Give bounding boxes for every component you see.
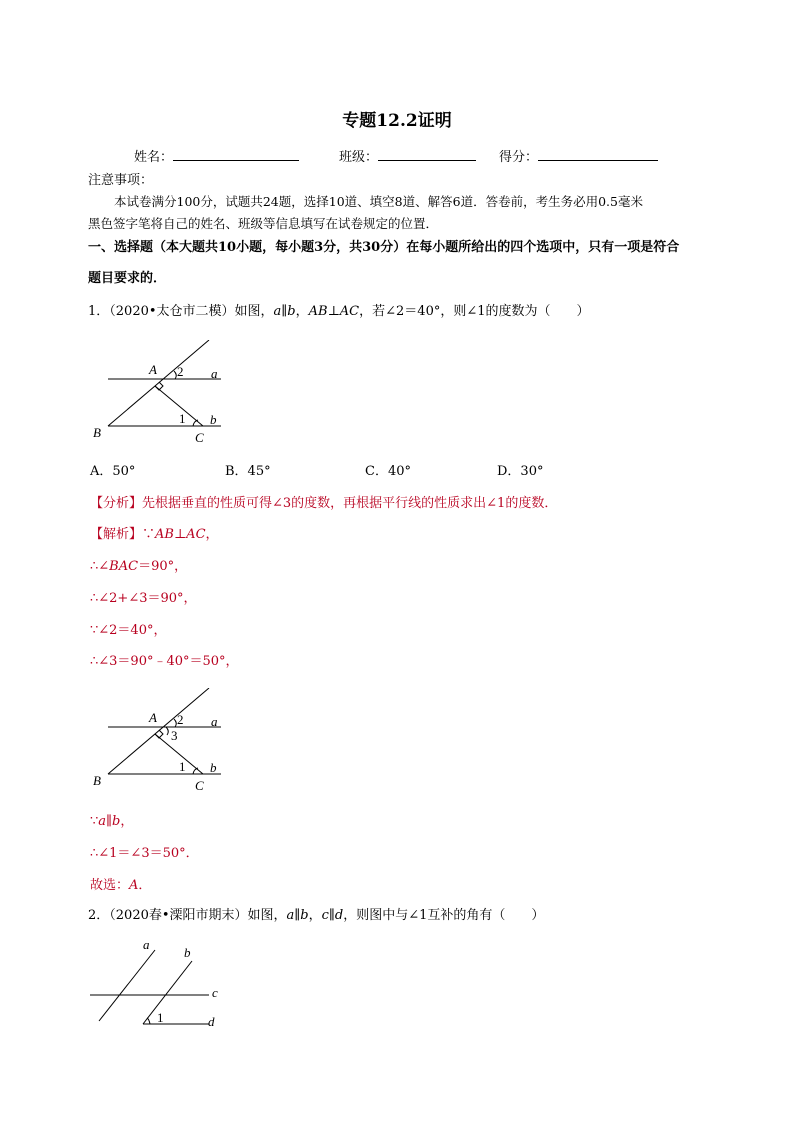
q1-fig2-label-A: A <box>149 710 157 725</box>
q1-fig1-label-1: 1 <box>179 411 186 426</box>
q1-fig1-label-a: a <box>211 366 218 381</box>
score-field[interactable] <box>499 146 658 165</box>
q1-analysis: 【分析】先根据垂直的性质可得∠3的度数，再根据平行线的性质求出∠1的度数． <box>90 496 558 511</box>
q1-fig2-label-B: B <box>93 773 101 788</box>
q1-fig2-label-2: 2 <box>177 712 184 727</box>
notice-line2: 黑色签字笔将自己的姓名、班级等信息填写在试卷规定的位置． <box>88 216 439 231</box>
q1-fig2-label-b: b <box>210 760 217 775</box>
q1-fig1-label-b: b <box>210 412 217 427</box>
q1-option-d[interactable]: D．30° <box>497 464 544 479</box>
q1-step-4: ∴∠3＝90°﹣40°＝50°， <box>90 654 239 669</box>
q1-solution-head: 【解析】∵AB⊥AC， <box>90 527 219 542</box>
q1-fig2-label-C: C <box>195 778 204 793</box>
page-title: 专题12.2证明 <box>342 111 452 131</box>
q1-fig2-label-a: a <box>211 714 218 729</box>
q1-answer: 故选：A． <box>90 878 152 893</box>
q2-label-d: d <box>208 1014 215 1029</box>
score-blank[interactable] <box>538 148 658 161</box>
q1-fig2-label-1: 1 <box>179 759 186 774</box>
class-field[interactable] <box>339 146 476 165</box>
notice-line1: 本试卷满分100分，试题共24题，选择10道、填空8道、解答6道．答卷前，考生务必用0.5毫米 <box>114 194 643 209</box>
q1-step-6: ∴∠1＝∠3＝50°． <box>90 846 199 861</box>
q1-step-1: ∴∠BAC＝90°， <box>90 559 188 574</box>
question-2-stem: 2．（2020春•溧阳市期末）如图，a∥b，c∥d，则图中与∠1互补的角有（ ） <box>88 908 545 923</box>
name-blank[interactable] <box>173 148 299 161</box>
q1-fig2-label-3: 3 <box>171 728 178 743</box>
name-field[interactable] <box>134 146 299 165</box>
q1-option-c[interactable]: C．40° <box>365 464 411 479</box>
q1-step-2: ∴∠2+∠3＝90°， <box>90 591 197 606</box>
q1-fig1-label-A: A <box>149 362 157 377</box>
q2-label-c: c <box>212 985 218 1000</box>
question-1-figure <box>90 340 230 445</box>
q1-option-b[interactable]: B．45° <box>225 464 271 479</box>
q1-fig1-label-C: C <box>195 430 204 445</box>
class-label: 班级： <box>339 150 379 165</box>
q1-step-5: ∵a∥b， <box>90 814 134 829</box>
notice-heading: 注意事项： <box>88 173 154 188</box>
question-1-stem: 1．（2020•太仓市二模）如图，a∥b，AB⊥AC，若∠2＝40°，则∠1的度数为（ ） <box>88 304 590 319</box>
q1-fig1-label-2: 2 <box>177 364 184 379</box>
class-blank[interactable] <box>378 148 476 161</box>
q1-step-3: ∵∠2＝40°， <box>90 623 167 638</box>
section-heading-line1: 一、选择题（本大题共10小题，每小题3分，共30分）在每小题所给出的四个选项中，只有一项是符合 <box>88 240 680 255</box>
question-1-solution-figure <box>90 688 230 793</box>
q2-label-a: a <box>143 937 150 952</box>
q2-label-b: b <box>184 945 191 960</box>
section-heading-line2: 题目要求的． <box>88 271 167 286</box>
q2-label-1: 1 <box>157 1010 164 1025</box>
name-label: 姓名： <box>134 150 174 165</box>
question-2-figure <box>85 935 235 1035</box>
score-label: 得分： <box>499 150 539 165</box>
q1-option-a[interactable]: A．50° <box>90 464 136 479</box>
q1-fig1-label-B: B <box>93 425 101 440</box>
